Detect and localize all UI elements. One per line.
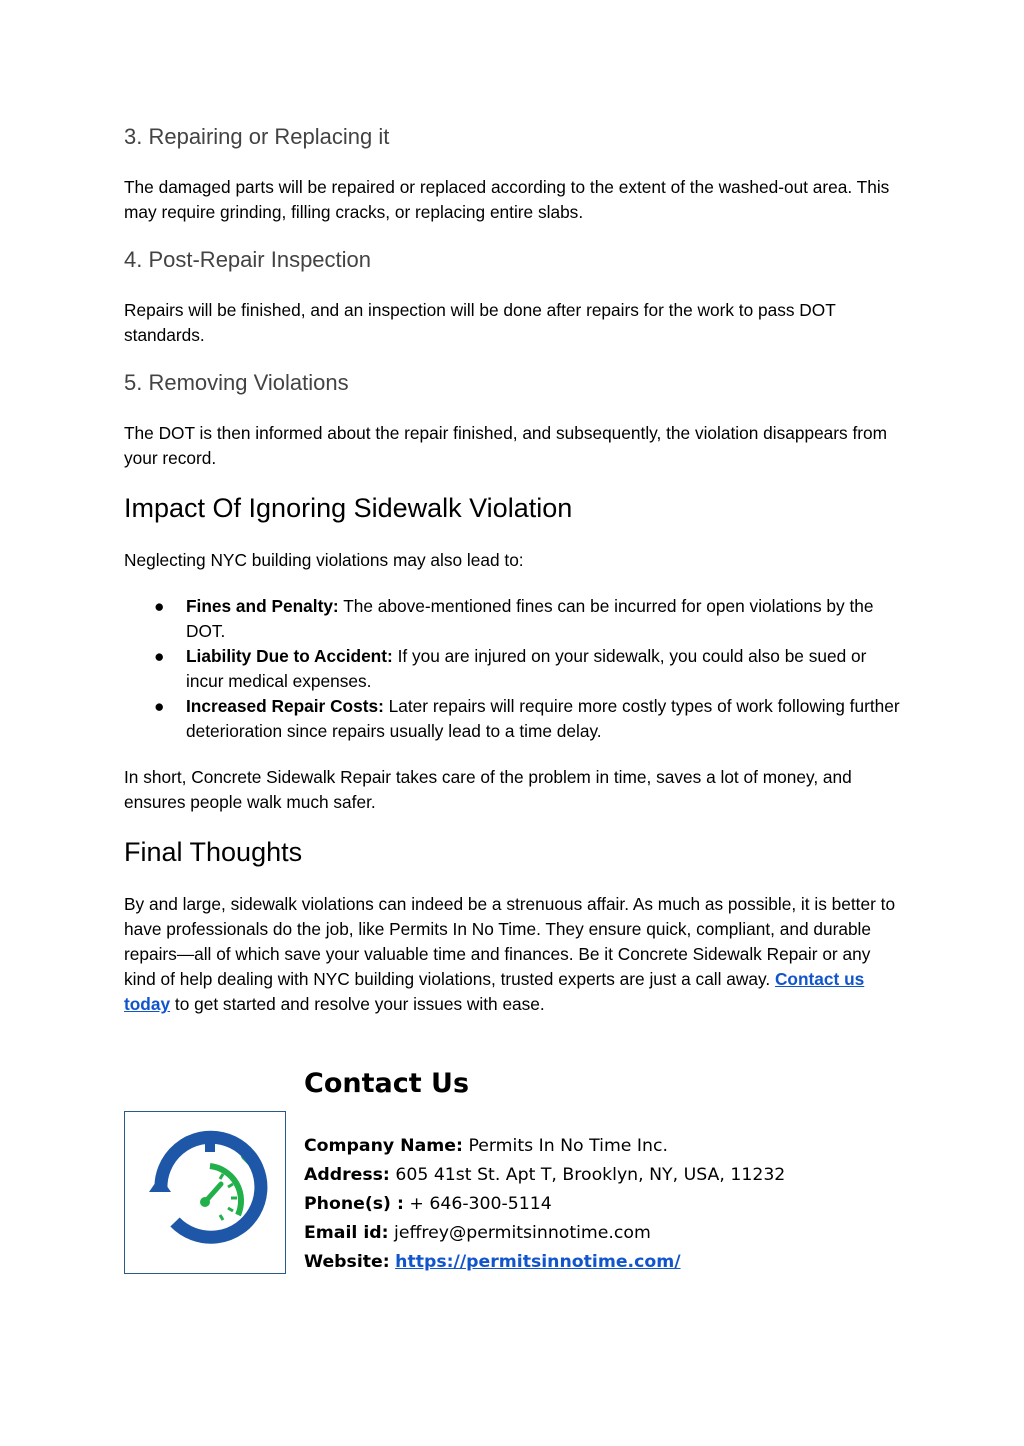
- bullet-text: The above-mentioned fines can be incurred for open violations by the DOT.: [186, 596, 874, 641]
- impact-heading: Impact Of Ignoring Sidewalk Violation: [124, 493, 573, 523]
- impact-intro: Neglecting NYC building violations may also lead to:: [124, 550, 524, 570]
- address-label: Address:: [304, 1165, 390, 1185]
- list-item: [124, 694, 900, 744]
- impact-summary: In short, Concrete Sidewalk Repair takes care of the problem in time, saves a lot of money, and ensures people walk much safer.: [124, 767, 852, 812]
- bullet-term: Increased Repair Costs:: [186, 696, 384, 716]
- email-row: [304, 1219, 785, 1248]
- stopwatch-icon: [125, 1112, 284, 1272]
- section-3-body: The damaged parts will be repaired or replaced according to the extent of the washed-out area. This may require grinding, filling cracks, or replacing entire slabs.: [124, 177, 890, 222]
- final-body-text-end: to get started and resolve your issues with ease.: [170, 994, 545, 1014]
- final-heading: Final Thoughts: [124, 837, 303, 867]
- email-value: jeffrey@permitsinnotime.com: [388, 1223, 651, 1243]
- list-item: [124, 594, 900, 644]
- company-logo: [124, 1111, 286, 1274]
- section-4-body: Repairs will be finished, and an inspection will be done after repairs for the work to pass DOT standards.: [124, 300, 836, 345]
- section-4-heading: 4. Post-Repair Inspection: [124, 247, 372, 272]
- impact-bullet-list: [124, 594, 900, 744]
- final-body-text: By and large, sidewalk violations can indeed be a strenuous affair. As much as possible, it is better to have professionals do the job, like Permits In No Time. They ensure quick, compliant, and durable repairs—all of which save your valuable time and finances. Be it Concrete Sidewalk Repair or any kind of help dealing with NYC building violations, trusted experts are just a call away.: [124, 894, 896, 989]
- bullet-dot-icon: ●: [154, 596, 165, 616]
- phone-label: Phone(s) :: [304, 1194, 404, 1214]
- company-name-label: Company Name:: [304, 1136, 463, 1156]
- section-5-body: The DOT is then informed about the repair finished, and subsequently, the violation disappears from your record.: [124, 423, 888, 468]
- final-body: [124, 892, 900, 1017]
- address-value: 605 41st St. Apt T, Brooklyn, NY, USA, 11232: [389, 1165, 786, 1185]
- contact-heading: Contact Us: [304, 1068, 470, 1099]
- phone-row: [304, 1190, 785, 1219]
- bullet-dot-icon: ●: [154, 696, 165, 716]
- bullet-text: Later repairs will require more costly types of work following further deterioration since repairs usually lead to a time delay.: [186, 696, 900, 741]
- contact-details: [304, 1132, 785, 1277]
- bullet-text: If you are injured on your sidewalk, you could also be sued or incur medical expenses.: [186, 646, 867, 691]
- list-item: [124, 644, 900, 694]
- email-label: Email id:: [304, 1223, 389, 1243]
- website-row: [304, 1248, 785, 1277]
- bullet-term: Fines and Penalty:: [186, 596, 339, 616]
- bullet-term: Liability Due to Accident:: [186, 646, 393, 666]
- phone-value: + 646-300-5114: [403, 1194, 552, 1214]
- contact-us-today-link[interactable]: Contact us today: [124, 969, 865, 1014]
- company-name-value: Permits In No Time Inc.: [462, 1136, 668, 1156]
- bullet-dot-icon: ●: [154, 646, 165, 666]
- section-3-heading: 3. Repairing or Replacing it: [124, 124, 390, 149]
- website-link[interactable]: https://permitsinnotime.com/: [395, 1252, 681, 1272]
- address-row: [304, 1161, 785, 1190]
- company-name-row: [304, 1132, 785, 1161]
- section-5-heading: 5. Removing Violations: [124, 370, 349, 395]
- website-label: Website:: [304, 1252, 390, 1272]
